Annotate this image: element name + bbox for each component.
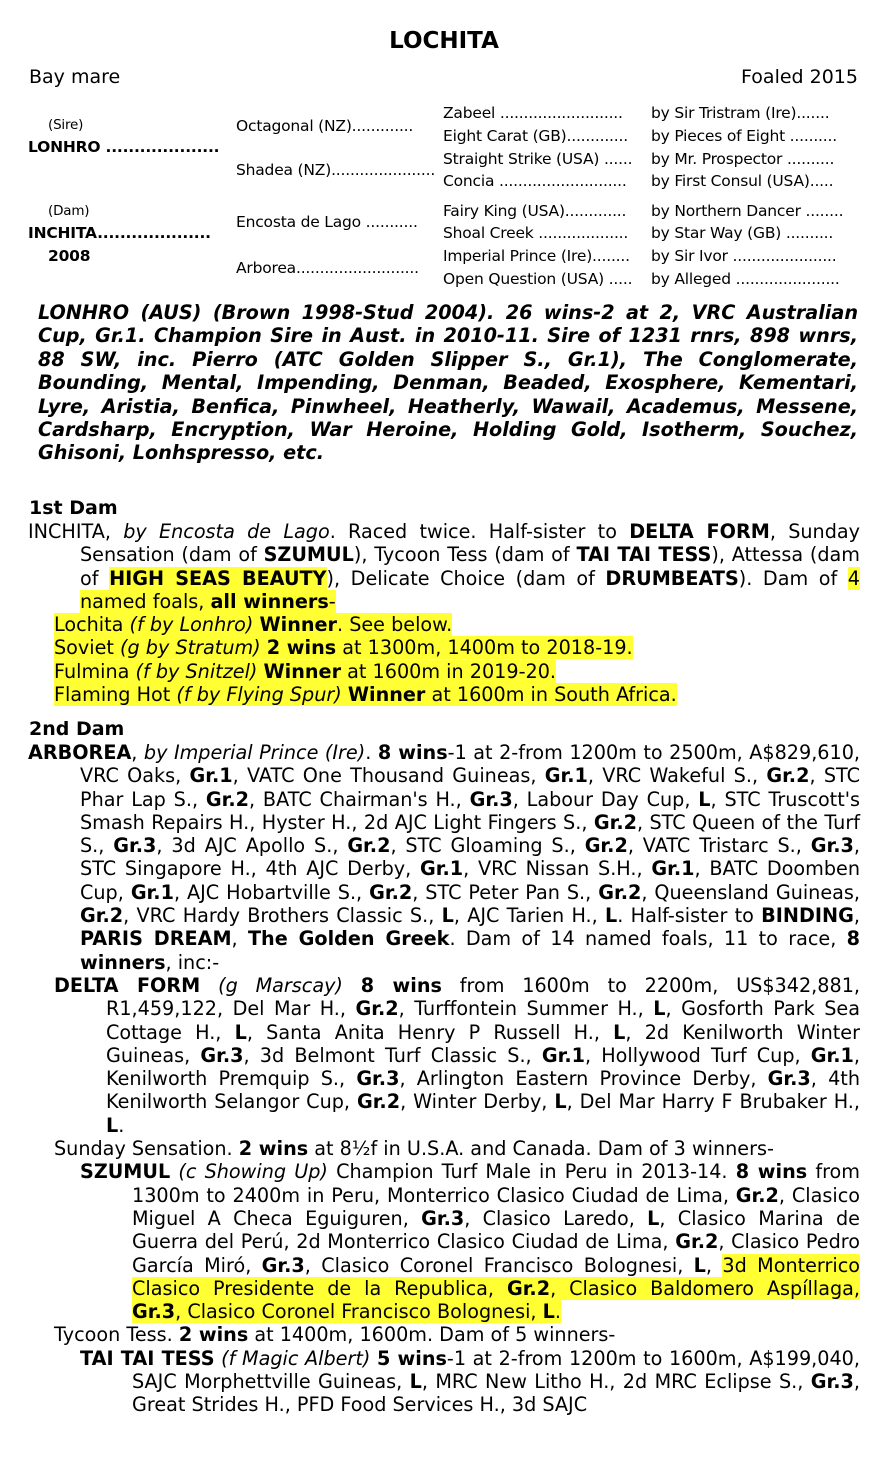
pedigree-cell: by Star Way (GB) .......... (651, 224, 834, 242)
text-run: , 3d AJC Apollo S., (156, 834, 348, 858)
text-run: Gr.2 (347, 834, 391, 858)
text-run: . Half-sister to (617, 904, 762, 928)
tycoon-tess-paragraph (28, 1323, 860, 1346)
text-run: Gr.1 (544, 764, 588, 788)
second-dam-section (28, 741, 860, 1417)
text-run: L (653, 997, 666, 1021)
second-dam-heading: 2nd Dam (29, 718, 125, 740)
text-run: , Clasico Marina de Guerra del Perú, 2d Monterrico Clasico Ciudad de Lima, (132, 1206, 860, 1254)
pedigree-cell: Concia ........................... (443, 172, 627, 190)
first-dam-heading: 1st Dam (29, 497, 118, 519)
text-run: from 1300m to 2400m in Peru, Monterrico Clasico Ciudad de Lima, (132, 1160, 860, 1207)
foal-item: Lochita (f by Lonhro) Winner. See below. (54, 613, 453, 637)
text-run: Gr.1 (420, 857, 464, 881)
text-run: Gr.3 (810, 834, 854, 858)
text-run: Gr.1 (541, 1043, 585, 1067)
text-run: L (605, 904, 618, 928)
text-run: , Del Mar Harry F Brubaker H., (566, 1090, 861, 1114)
arborea-paragraph (28, 741, 860, 974)
text-run: Gr.2 (205, 787, 249, 811)
dam-year: 2008 (48, 247, 91, 265)
foal-item: Soviet (g by Stratum) 2 wins at 1300m, 1400m to 2018-19. (54, 636, 633, 660)
text-run: L (106, 1113, 119, 1137)
text-run: , Arlington Eastern Province Derby, (399, 1067, 768, 1091)
text-run: , 2d Kenilworth Winter Guineas, (106, 1020, 860, 1067)
text-run: , 3d Belmont Turf Classic S., (243, 1043, 542, 1067)
text-run: , STC Truscott's Smash Repairs H., Hyster H., 2d AJC Light Fingers S., (80, 787, 860, 834)
text-run: The Golden Greek (247, 927, 450, 951)
foal-item: Fulmina (f by Snitzel) Winner at 1600m in 2019-20. (54, 659, 557, 683)
pedigree-cell: Eight Carat (GB)............. (443, 127, 628, 145)
pedigree-cell: Open Question (USA) ..... (443, 270, 633, 288)
text-run: at 8½f in U.S.A. and Canada. Dam of 3 winners- (308, 1137, 774, 1161)
sire-name: LONHRO .................... (28, 138, 220, 156)
text-run: . Dam of 14 named foals, 11 to race, (449, 927, 847, 951)
tai-tai-tess-paragraph (28, 1347, 860, 1417)
text-run: 8 wins (377, 741, 448, 764)
text-run (200, 974, 218, 997)
text-run: Gr.2 (355, 997, 399, 1021)
dam-dam: Arborea.......................... (236, 259, 419, 277)
text-run: (f Magic Albert) (221, 1346, 371, 1370)
text-run: L (698, 787, 711, 811)
text-run: Gr.2 (675, 1230, 719, 1254)
text-run: , Clasico Miguel A Checa Eguiguren, (132, 1183, 860, 1230)
text-run: , VATC One Thousand Guineas, (232, 764, 545, 788)
szumul-paragraph (28, 1160, 860, 1323)
text-run: , Clasico Baldomero Aspíllaga, (550, 1276, 861, 1300)
first-dam-paragraph: INCHITA, by Encosta de Lago. Raced twice. Half-sister to DELTA FORM, Sunday Sensation (dam of SZUMUL), Tycoon Tess (dam of TAI TAI TESS), Attessa (dam of HIGH SEAS BEAUTY), Delicate Choice (dam of DRUMBEATS). Dam of 4 named foals, all winners- (28, 520, 860, 613)
text-run (343, 974, 361, 997)
text-run: , Turffontein Summer H., (398, 997, 654, 1021)
text-run: Gr.1 (651, 857, 695, 881)
foal-item: Flaming Hot (f by Flying Spur) Winner at 1600m in South Africa. (54, 683, 677, 707)
text-run: Gr.1 (189, 764, 233, 788)
text-run: Gr.2 (735, 1183, 779, 1207)
text-run: . (118, 1113, 125, 1137)
text-run: , Santa Anita Henry P Russell H., (246, 1020, 614, 1044)
text-run: , Great Strides H., PFD Food Services H., 3d SAJC (132, 1370, 860, 1417)
pedigree-cell: by Mr. Prospector .......... (651, 150, 835, 168)
text-run: 2 wins (178, 1323, 249, 1347)
text-run: L (234, 1020, 247, 1044)
text-run: Gr.2 (369, 880, 413, 904)
text-run: L (693, 1253, 706, 1277)
text-run: , Clasico Pedro García Miró, (132, 1230, 860, 1277)
text-run: 8 wins (360, 973, 442, 997)
sire-summary: LONHRO (AUS) (Brown 1998-Stud 2004). 26 wins-2 at 2, VRC Australian Cup, Gr.1. Champion Sire in Aust. in 2010-11. Sire of 1231 rnrs, 898 wnrs, 88 SW, inc. Pierro (ATC Golden Slipper S., Gr.1), The Conglomerate, Bounding, Mental, Impending, Denman, Beaded, Exosphere, Kementari, Lyre, Aristia, Benfica, Pinwheel, Heatherly, Wawail, Academus, Messene, Cardsharp, Encryption, War Heroine, Holding Gold, Isotherm, Souchez, Ghisoni, Lonhspresso, etc. (38, 301, 858, 465)
text-run: L (542, 1300, 555, 1324)
text-run: Champion Turf Male in Peru in 2013-14. (327, 1160, 736, 1184)
pedigree-cell: Shoal Creek ................... (443, 224, 629, 242)
text-run (370, 1347, 377, 1370)
text-run: , 4th Kenilworth Selangor Cup, (106, 1067, 860, 1114)
pedigree-cell: by Sir Tristram (Ire)....... (651, 104, 830, 122)
pedigree-cell: Straight Strike (USA) ...... (443, 150, 633, 168)
text-run: SZUMUL (80, 1160, 171, 1184)
text-run: Gr.3 (113, 834, 157, 858)
foal-list (28, 613, 860, 706)
text-run: Gr.2 (598, 880, 642, 904)
pedigree-cell: Fairy King (USA)............. (443, 202, 627, 220)
text-run: , STC Singapore H., 4th AJC Derby, (80, 834, 860, 881)
text-run: , Queensland Guineas, (641, 880, 861, 904)
text-run: DELTA FORM (54, 973, 201, 997)
text-run: BINDING (761, 904, 854, 928)
text-run: Gr.3 (810, 1370, 854, 1394)
text-run: Gr.1 (130, 880, 174, 904)
text-run: , inc:- (165, 950, 220, 974)
pedigree-cell: by First Consul (USA)..... (651, 172, 834, 190)
text-run: Gr.2 (593, 810, 637, 834)
text-run: . (554, 1300, 561, 1324)
text-run: , MRC New Litho H., 2d MRC Eclipse S., (421, 1370, 811, 1394)
text-run: Sunday Sensation. (54, 1137, 239, 1161)
text-run: Gr.3 (200, 1043, 244, 1067)
horse-description: Bay mare (29, 66, 121, 88)
text-run: , Clasico Coronel Francisco Bolognesi, (175, 1300, 543, 1324)
text-run: 8 wins (735, 1160, 808, 1184)
horse-name-title: LOCHITA (389, 28, 499, 54)
dam-name: INCHITA.................... (28, 224, 211, 242)
pedigree-cell: by Alleged ...................... (651, 270, 840, 288)
sunday-sensation-paragraph (28, 1137, 860, 1160)
text-run: Gr.3 (356, 1067, 400, 1091)
text-run: Gr.3 (132, 1300, 176, 1324)
text-run: , BATC Doomben Cup, (80, 857, 860, 904)
pedigree-cell: by Pieces of Eight .......... (651, 127, 837, 145)
text-run: Gr.2 (80, 904, 124, 928)
text-run: L (441, 904, 454, 928)
text-run: Tycoon Tess. (54, 1323, 179, 1347)
text-run: L (613, 1020, 626, 1044)
text-run: , (853, 904, 860, 928)
text-run: TAI TAI TESS (80, 1346, 215, 1370)
text-run: , Winter Derby, (400, 1090, 555, 1114)
first-dam-section (28, 520, 860, 706)
text-run: Gr.3 (421, 1206, 465, 1230)
text-run: Gr.3 (261, 1253, 305, 1277)
text-run: Gr.1 (810, 1043, 854, 1067)
text-run: , VATC Tristarc S., (627, 834, 811, 858)
text-run: , Gosforth Park Sea Cottage H., (106, 997, 860, 1044)
text-run: by Imperial Prince (Ire) (143, 741, 366, 764)
text-run: . (365, 741, 378, 764)
text-run: at 1400m, 1600m. Dam of 5 winners- (248, 1323, 616, 1347)
text-run: Gr.3 (767, 1067, 811, 1091)
text-run: , VRC Wakeful S., (587, 764, 767, 788)
pedigree-cell: Imperial Prince (Ire)........ (443, 247, 630, 265)
delta-form-paragraph (28, 974, 860, 1137)
text-run: L (647, 1206, 660, 1230)
text-run: 3d Monterrico Clasico Presidente de la Republica, (132, 1253, 860, 1300)
text-run: , AJC Tarien H., (453, 904, 606, 928)
text-run: 2 wins (238, 1137, 309, 1161)
pedigree-cell: by Northern Dancer ........ (651, 202, 844, 220)
text-run: (c Showing Up) (178, 1160, 328, 1184)
text-run: , STC Phar Lap S., (80, 764, 860, 811)
pedigree-cell: by Sir Ivor ...................... (651, 247, 837, 265)
text-run: , VRC Hardy Brothers Classic S., (123, 904, 442, 928)
text-run: L (554, 1090, 567, 1114)
text-run: PARIS DREAM (80, 927, 232, 951)
text-run: , BATC Chairman's H., (249, 787, 470, 811)
text-run: -1 at 2-from 1200m to 1600m, A$199,040, SAJC Morphettville Guineas, (132, 1346, 860, 1394)
dam-label: (Dam) (48, 203, 90, 219)
text-run: Gr.2 (356, 1090, 401, 1114)
sire-sire: Octagonal (NZ)............. (236, 117, 414, 135)
text-run: from 1600m to 2200m, US$342,881, R1,459,122, Del Mar H., (106, 973, 860, 1021)
text-run: , Kenilworth Premquip S., (106, 1043, 861, 1091)
text-run: 5 wins (376, 1346, 447, 1370)
sire-label: (Sire) (48, 117, 84, 133)
dam-sire: Encosta de Lago ........... (236, 213, 418, 231)
text-run: , Labour Day Cup, (512, 787, 699, 811)
text-run: , STC Queen of the Turf S., (80, 810, 860, 858)
pedigree-cell: Zabeel .......................... (443, 104, 623, 122)
text-run: -1 at 2-from 1200m to 2500m, A$829,610, VRC Oaks, (80, 741, 861, 788)
text-run: , (705, 1253, 723, 1277)
foaled-year: Foaled 2015 (741, 66, 858, 88)
text-run: , VRC Nissan S.H., (463, 857, 652, 881)
text-run: , Hollywood Turf Cup, (584, 1043, 811, 1067)
text-run: L (409, 1370, 422, 1394)
text-run: ARBOREA (28, 741, 132, 764)
text-run: , STC Peter Pan S., (412, 880, 599, 904)
text-run: Gr.3 (469, 787, 513, 811)
text-run: Gr.2 (584, 834, 628, 858)
text-run: , (231, 927, 248, 951)
text-run: , AJC Hobartville S., (173, 880, 370, 904)
text-run: Gr.2 (506, 1276, 551, 1300)
text-run: , Clasico Coronel Francisco Bolognesi, (304, 1253, 694, 1277)
text-run: , (131, 741, 144, 764)
text-run: Gr.2 (766, 764, 810, 788)
sire-dam: Shadea (NZ)...................... (236, 161, 436, 179)
text-run: , STC Gloaming S., (390, 834, 585, 858)
text-run: , Clasico Laredo, (464, 1206, 648, 1230)
text-run: (g Marscay) (218, 973, 343, 997)
text-run: 8 winners (80, 927, 860, 974)
